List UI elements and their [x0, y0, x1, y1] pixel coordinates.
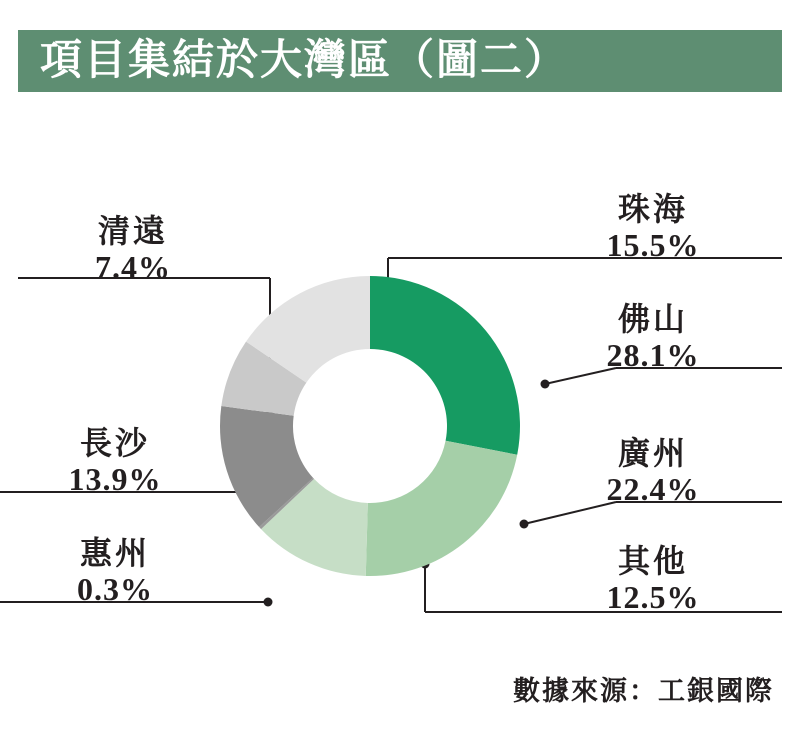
- slice-label-guangzhou-value: 22.4%: [606, 470, 700, 507]
- slice-label-other: [548, 544, 758, 616]
- slice-label-guangzhou-name: 廣州: [617, 435, 688, 471]
- slice-label-zhuhai-value: 15.5%: [606, 226, 700, 263]
- slice-foshan: [370, 276, 520, 455]
- slice-label-foshan-value: 28.1%: [606, 336, 700, 373]
- donut-graphic: [210, 266, 530, 586]
- slice-label-qingyuan-name: 清遠: [97, 213, 168, 249]
- slice-label-qingyuan: [28, 214, 238, 286]
- slice-label-huizhou: [10, 536, 220, 608]
- slice-label-foshan-name: 佛山: [617, 301, 688, 337]
- slice-label-zhuhai: [548, 192, 758, 264]
- slice-label-changsha: [10, 426, 220, 498]
- source-note: 數據來源：工銀國際: [513, 676, 774, 706]
- chart-title-bar: [18, 30, 782, 92]
- slice-label-qingyuan-value: 7.4%: [95, 248, 171, 285]
- slice-guangzhou: [366, 441, 517, 576]
- slice-label-huizhou-name: 惠州: [79, 535, 150, 571]
- slice-label-foshan: [548, 302, 758, 374]
- slice-label-changsha-name: 長沙: [79, 425, 150, 461]
- slice-label-zhuhai-name: 珠海: [617, 191, 688, 227]
- slice-label-guangzhou: [548, 436, 758, 508]
- slice-label-changsha-value: 13.9%: [68, 460, 162, 497]
- page-title: 項目集結於大灣區（圖二）: [40, 38, 569, 84]
- donut-chart: [0, 96, 800, 696]
- slice-label-other-name: 其他: [617, 543, 688, 579]
- slice-label-other-value: 12.5%: [606, 578, 700, 615]
- slice-label-huizhou-value: 0.3%: [77, 570, 153, 607]
